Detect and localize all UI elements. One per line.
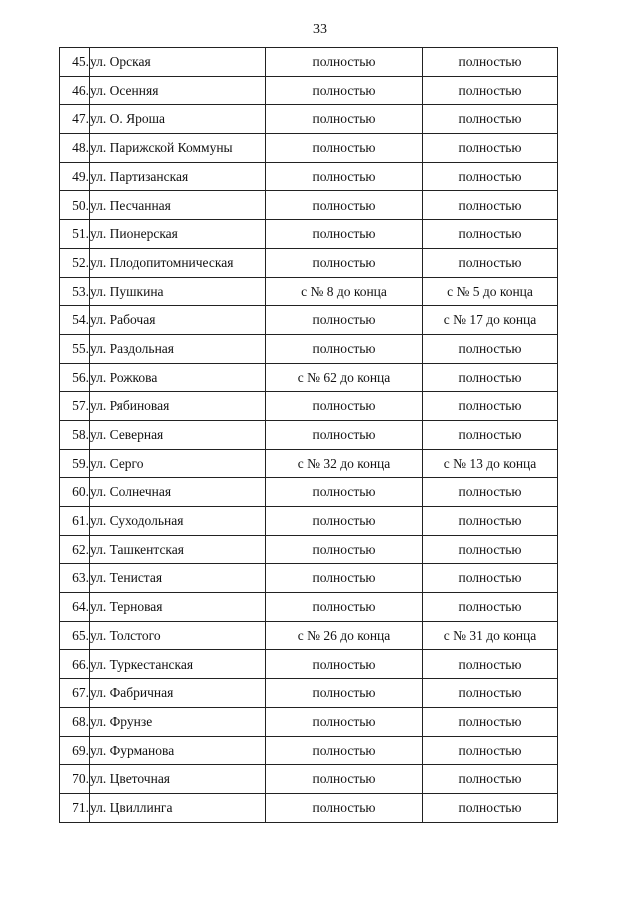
coverage-b-cell: с № 31 до конца xyxy=(423,621,558,650)
row-number-cell: 52. xyxy=(60,248,90,277)
table-row xyxy=(60,793,558,822)
table-row xyxy=(60,507,558,536)
coverage-a-cell: полностью xyxy=(266,507,423,536)
row-number-cell: 61. xyxy=(60,507,90,536)
table-row xyxy=(60,420,558,449)
coverage-a-cell: полностью xyxy=(266,392,423,421)
table-row xyxy=(60,535,558,564)
coverage-b-cell: полностью xyxy=(423,765,558,794)
street-name-cell: ул. Партизанская xyxy=(90,162,266,191)
row-number-cell: 69. xyxy=(60,736,90,765)
row-number-cell: 70. xyxy=(60,765,90,794)
coverage-b-cell: полностью xyxy=(423,363,558,392)
table-row xyxy=(60,48,558,77)
row-number-cell: 46. xyxy=(60,76,90,105)
table-row xyxy=(60,449,558,478)
coverage-b-cell: с № 5 до конца xyxy=(423,277,558,306)
coverage-b-cell: полностью xyxy=(423,707,558,736)
street-name-cell: ул. Пионерская xyxy=(90,220,266,249)
page-number: 33 xyxy=(313,22,327,37)
coverage-b-cell: полностью xyxy=(423,76,558,105)
street-name-cell: ул. Плодопитомническая xyxy=(90,248,266,277)
row-number-cell: 50. xyxy=(60,191,90,220)
coverage-b-cell: полностью xyxy=(423,420,558,449)
street-name-cell: ул. Фрунзе xyxy=(90,707,266,736)
coverage-a-cell: полностью xyxy=(266,334,423,363)
coverage-b-cell: с № 17 до конца xyxy=(423,306,558,335)
street-name-cell: ул. Рабочая xyxy=(90,306,266,335)
row-number-cell: 54. xyxy=(60,306,90,335)
street-name-cell: ул. Фабричная xyxy=(90,679,266,708)
row-number-cell: 49. xyxy=(60,162,90,191)
table-row xyxy=(60,306,558,335)
row-number-cell: 68. xyxy=(60,707,90,736)
coverage-b-cell: полностью xyxy=(423,134,558,163)
street-name-cell: ул. Пушкина xyxy=(90,277,266,306)
table-row xyxy=(60,765,558,794)
table-row xyxy=(60,220,558,249)
street-name-cell: ул. Толстого xyxy=(90,621,266,650)
coverage-a-cell: полностью xyxy=(266,478,423,507)
row-number-cell: 58. xyxy=(60,420,90,449)
coverage-a-cell: с № 32 до конца xyxy=(266,449,423,478)
row-number-cell: 56. xyxy=(60,363,90,392)
coverage-a-cell: полностью xyxy=(266,593,423,622)
street-name-cell: ул. Песчанная xyxy=(90,191,266,220)
street-name-cell: ул. Тенистая xyxy=(90,564,266,593)
coverage-a-cell: полностью xyxy=(266,76,423,105)
street-name-cell: ул. Раздольная xyxy=(90,334,266,363)
street-name-cell: ул. Серго xyxy=(90,449,266,478)
street-name-cell: ул. Цветочная xyxy=(90,765,266,794)
coverage-a-cell: с № 8 до конца xyxy=(266,277,423,306)
coverage-a-cell: полностью xyxy=(266,564,423,593)
street-name-cell: ул. Северная xyxy=(90,420,266,449)
coverage-b-cell: полностью xyxy=(423,162,558,191)
row-number-cell: 45. xyxy=(60,48,90,77)
row-number-cell: 71. xyxy=(60,793,90,822)
row-number-cell: 53. xyxy=(60,277,90,306)
street-name-cell: ул. О. Яроша xyxy=(90,105,266,134)
street-name-cell: ул. Цвиллинга xyxy=(90,793,266,822)
coverage-b-cell: полностью xyxy=(423,507,558,536)
row-number-cell: 57. xyxy=(60,392,90,421)
row-number-cell: 64. xyxy=(60,593,90,622)
coverage-a-cell: полностью xyxy=(266,707,423,736)
coverage-a-cell: полностью xyxy=(266,736,423,765)
table-row xyxy=(60,191,558,220)
street-name-cell: ул. Туркестанская xyxy=(90,650,266,679)
table-row xyxy=(60,564,558,593)
coverage-b-cell: полностью xyxy=(423,679,558,708)
coverage-a-cell: полностью xyxy=(266,134,423,163)
coverage-a-cell: полностью xyxy=(266,105,423,134)
table-row xyxy=(60,105,558,134)
street-name-cell: ул. Осенняя xyxy=(90,76,266,105)
table-row xyxy=(60,650,558,679)
coverage-b-cell: с № 13 до конца xyxy=(423,449,558,478)
coverage-a-cell: полностью xyxy=(266,679,423,708)
coverage-a-cell: полностью xyxy=(266,162,423,191)
row-number-cell: 62. xyxy=(60,535,90,564)
coverage-b-cell: полностью xyxy=(423,248,558,277)
coverage-a-cell: полностью xyxy=(266,306,423,335)
street-name-cell: ул. Фурманова xyxy=(90,736,266,765)
row-number-cell: 63. xyxy=(60,564,90,593)
table-row xyxy=(60,363,558,392)
street-name-cell: ул. Рожкова xyxy=(90,363,266,392)
coverage-b-cell: полностью xyxy=(423,650,558,679)
row-number-cell: 67. xyxy=(60,679,90,708)
streets-table-body xyxy=(60,48,558,823)
street-name-cell: ул. Рябиновая xyxy=(90,392,266,421)
street-name-cell: ул. Орская xyxy=(90,48,266,77)
coverage-b-cell: полностью xyxy=(423,478,558,507)
table-row xyxy=(60,736,558,765)
coverage-b-cell: полностью xyxy=(423,793,558,822)
coverage-a-cell: полностью xyxy=(266,220,423,249)
coverage-b-cell: полностью xyxy=(423,736,558,765)
table-row xyxy=(60,392,558,421)
table-row xyxy=(60,277,558,306)
coverage-b-cell: полностью xyxy=(423,105,558,134)
coverage-b-cell: полностью xyxy=(423,220,558,249)
table-row xyxy=(60,707,558,736)
coverage-a-cell: полностью xyxy=(266,793,423,822)
table-row xyxy=(60,248,558,277)
street-name-cell: ул. Ташкентская xyxy=(90,535,266,564)
coverage-a-cell: полностью xyxy=(266,535,423,564)
streets-table xyxy=(59,47,558,823)
street-name-cell: ул. Солнечная xyxy=(90,478,266,507)
row-number-cell: 47. xyxy=(60,105,90,134)
coverage-a-cell: полностью xyxy=(266,765,423,794)
coverage-a-cell: полностью xyxy=(266,650,423,679)
row-number-cell: 51. xyxy=(60,220,90,249)
table-row xyxy=(60,621,558,650)
table-row xyxy=(60,334,558,363)
coverage-b-cell: полностью xyxy=(423,564,558,593)
table-row xyxy=(60,76,558,105)
table-row xyxy=(60,593,558,622)
table-row xyxy=(60,679,558,708)
coverage-b-cell: полностью xyxy=(423,392,558,421)
row-number-cell: 60. xyxy=(60,478,90,507)
table-row xyxy=(60,134,558,163)
coverage-a-cell: полностью xyxy=(266,420,423,449)
row-number-cell: 55. xyxy=(60,334,90,363)
coverage-b-cell: полностью xyxy=(423,334,558,363)
coverage-b-cell: полностью xyxy=(423,593,558,622)
street-name-cell: ул. Терновая xyxy=(90,593,266,622)
row-number-cell: 48. xyxy=(60,134,90,163)
row-number-cell: 65. xyxy=(60,621,90,650)
street-name-cell: ул. Парижской Коммуны xyxy=(90,134,266,163)
coverage-a-cell: полностью xyxy=(266,191,423,220)
table-row xyxy=(60,478,558,507)
coverage-b-cell: полностью xyxy=(423,191,558,220)
table-row xyxy=(60,162,558,191)
coverage-a-cell: полностью xyxy=(266,48,423,77)
coverage-a-cell: полностью xyxy=(266,248,423,277)
row-number-cell: 66. xyxy=(60,650,90,679)
street-name-cell: ул. Суходольная xyxy=(90,507,266,536)
coverage-a-cell: с № 62 до конца xyxy=(266,363,423,392)
coverage-b-cell: полностью xyxy=(423,535,558,564)
row-number-cell: 59. xyxy=(60,449,90,478)
coverage-a-cell: с № 26 до конца xyxy=(266,621,423,650)
coverage-b-cell: полностью xyxy=(423,48,558,77)
